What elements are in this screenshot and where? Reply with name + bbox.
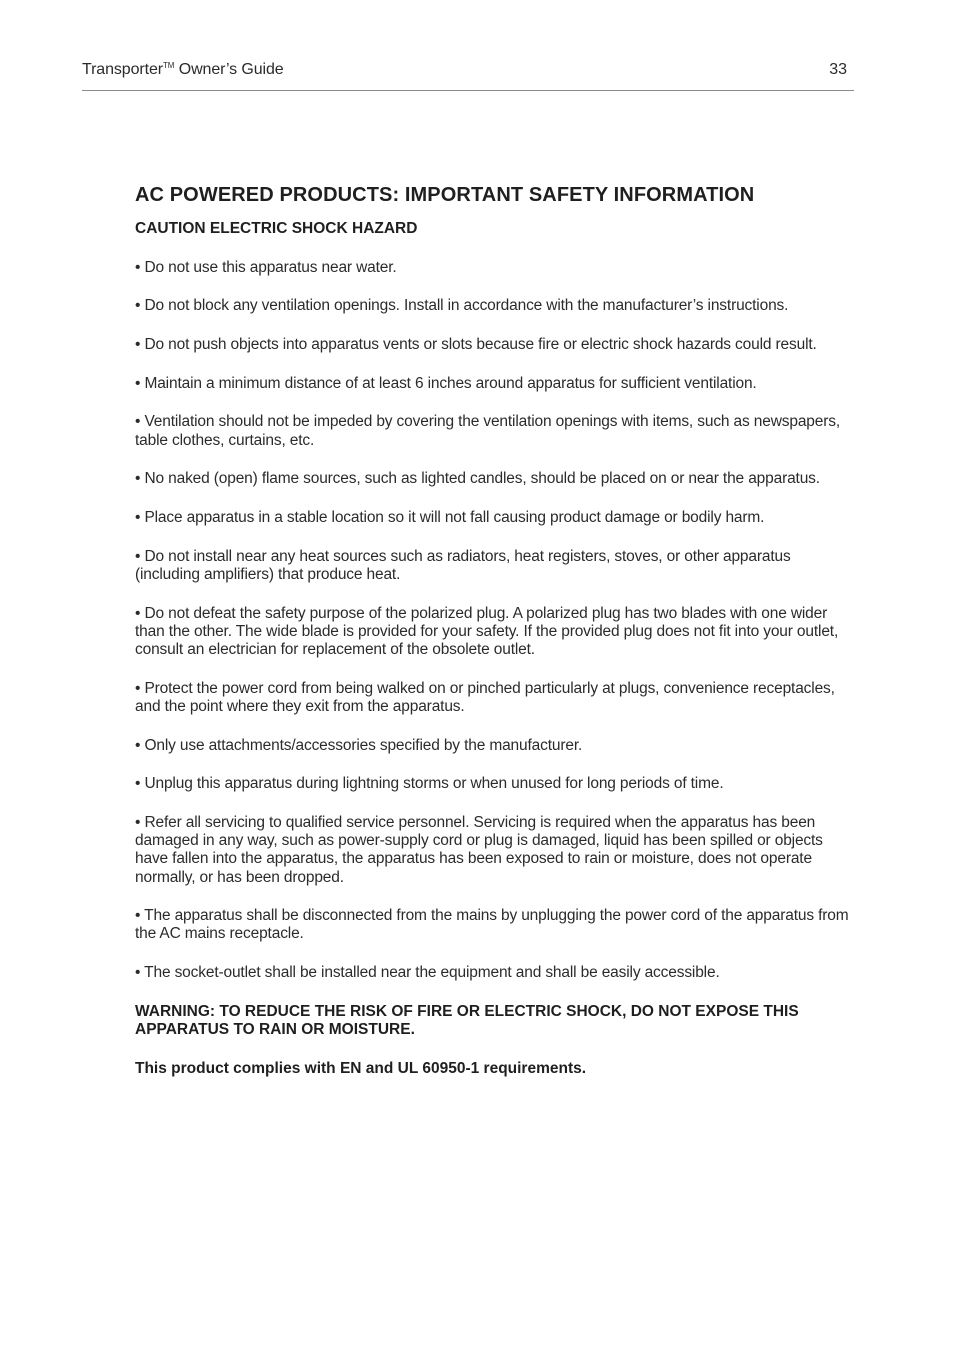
bullet-text: The apparatus shall be disconnected from the mains by unplugging the power cord of the apparatus from the AC mains receptacle. [135, 907, 849, 943]
bullet-text: The socket-outlet shall be installed near the equipment and shall be easily accessible. [144, 964, 720, 982]
bullet-item [135, 259, 855, 277]
bullet-text: Refer all servicing to qualified service personnel. Servicing is required when the apparatus has been damaged in any way, such as power-supply cord or plug is damaged, liquid has been spilled or objects have fallen into the apparatus, the apparatus has been exposed to rain or moisture, does not operate normally, or has been dropped. [135, 813, 823, 886]
bullet-text: Do not defeat the safety purpose of the polarized plug. A polarized plug has two blades with one wider than the other. The wide blade is provided for your safety. If the provided plug does not fit into your outlet, consult an electrician for replacement of the obsolete outlet. [135, 604, 839, 658]
trademark-symbol: TM [163, 61, 175, 70]
bullet-item [135, 375, 855, 393]
bullet-symbol: • [135, 413, 141, 431]
bullet-text: Do not push objects into apparatus vents or slots because fire or electric shock hazards could result. [144, 335, 817, 353]
header-divider [82, 90, 854, 91]
bullet-text: Only use attachments/accessories specified by the manufacturer. [144, 736, 583, 754]
bullet-text: Do not install near any heat sources such as radiators, heat registers, stoves, or other apparatus (including amplifiers) that produce heat. [135, 547, 791, 583]
bullet-item [135, 509, 855, 527]
bullet-item [135, 470, 855, 488]
bullet-text: Unplug this apparatus during lightning storms or when unused for long periods of time. [144, 775, 724, 793]
bullet-text: Do not use this apparatus near water. [144, 258, 397, 276]
bullet-symbol: • [135, 604, 141, 622]
bullet-symbol: • [135, 508, 141, 526]
bullet-text: No naked (open) flame sources, such as lighted candles, should be placed on or near the apparatus. [144, 470, 820, 488]
safety-section [135, 182, 855, 1078]
bullet-item [135, 680, 855, 716]
bullet-text: Protect the power cord from being walked on or pinched particularly at plugs, convenience receptacles, and the point where they exit from the apparatus. [135, 679, 835, 715]
warning-notice: WARNING: TO REDUCE THE RISK OF FIRE OR ELECTRIC SHOCK, DO NOT EXPOSE THIS APPARATUS TO RAIN OR MOISTURE. [135, 1002, 799, 1039]
bullet-item [135, 297, 855, 315]
bullet-text: Do not block any ventilation openings. Install in accordance with the manufacturer’s instructions. [144, 297, 789, 315]
bullet-item [135, 605, 855, 660]
bullet-symbol: • [135, 258, 141, 276]
bullet-text: Place apparatus in a stable location so it will not fall causing product damage or bodily harm. [144, 508, 765, 526]
bullet-symbol: • [135, 964, 141, 982]
bullet-symbol: • [135, 470, 141, 488]
bullet-symbol: • [135, 775, 141, 793]
bullet-text: Ventilation should not be impeded by covering the ventilation openings with items, such as newspapers, table clothes, curtains, etc. [135, 413, 841, 449]
section-heading: AC POWERED PRODUCTS: IMPORTANT SAFETY INFORMATION [135, 184, 755, 206]
bullet-symbol: • [135, 736, 141, 754]
bullet-item [135, 775, 855, 793]
bullet-item [135, 413, 855, 449]
bullet-symbol: • [135, 547, 141, 565]
bullet-symbol: • [135, 679, 141, 697]
bullet-item [135, 964, 855, 982]
bullet-symbol: • [135, 813, 141, 831]
page-header [82, 60, 854, 82]
bullet-text: Maintain a minimum distance of at least 6 inches around apparatus for sufficient ventilation. [144, 374, 757, 392]
bullet-item [135, 907, 855, 943]
bullet-item [135, 814, 855, 887]
page-number: 33 [829, 61, 847, 78]
guide-title [82, 60, 284, 80]
bullet-item [135, 336, 855, 354]
bullet-symbol: • [135, 907, 141, 925]
bullet-item [135, 737, 855, 755]
safety-bullet-list [135, 259, 855, 983]
guide-title-rest: Owner’s Guide [174, 61, 284, 78]
caution-subheading: CAUTION ELECTRIC SHOCK HAZARD [135, 220, 418, 237]
compliance-statement: This product complies with EN and UL 60950-1 requirements. [135, 1059, 587, 1077]
bullet-symbol: • [135, 335, 141, 353]
bullet-item [135, 548, 855, 584]
guide-title-main: Transporter [82, 61, 164, 78]
bullet-symbol: • [135, 297, 141, 315]
bullet-symbol: • [135, 374, 141, 392]
